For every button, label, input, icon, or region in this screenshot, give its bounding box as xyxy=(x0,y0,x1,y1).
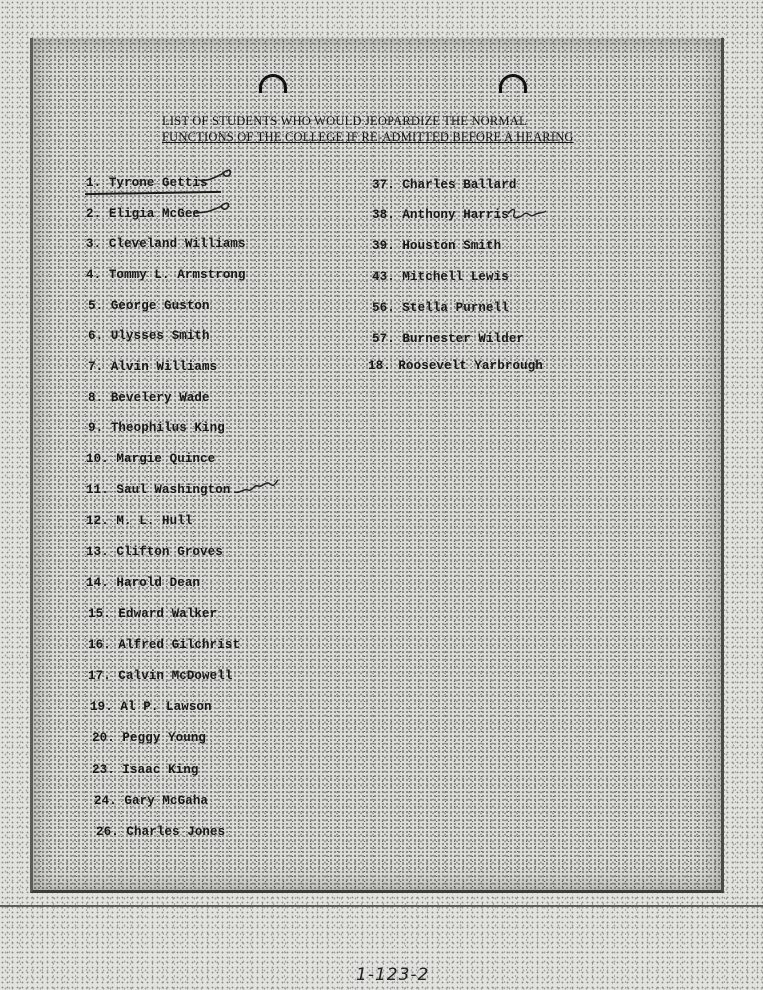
list-item xyxy=(86,237,246,251)
item-number: 17. xyxy=(88,669,111,683)
item-number: 37. xyxy=(372,178,395,192)
item-number: 12. xyxy=(86,514,109,528)
student-name: Al P. Lawson xyxy=(120,700,212,714)
item-number: 8. xyxy=(88,391,104,405)
student-name: Burnester Wilder xyxy=(402,332,525,346)
item-number: 11. xyxy=(86,483,109,497)
list-item xyxy=(372,332,524,346)
list-item xyxy=(90,700,212,714)
student-name: Harold Dean xyxy=(116,576,201,590)
student-name: Calvin McDowell xyxy=(118,669,233,683)
item-number: 24. xyxy=(94,794,117,808)
student-name: Tommy L. Armstrong xyxy=(108,268,246,282)
student-name: Theophilus King xyxy=(110,421,225,435)
list-item xyxy=(94,794,208,808)
student-name: Isaac King xyxy=(122,763,199,777)
student-name: Saul Washington xyxy=(116,483,231,497)
item-number: 14. xyxy=(86,576,109,590)
list-item xyxy=(92,763,198,777)
list-item xyxy=(88,299,210,313)
list-item xyxy=(86,514,192,528)
list-item xyxy=(372,270,509,284)
student-name: George Guston xyxy=(110,299,210,313)
item-number: 19. xyxy=(90,700,113,714)
student-name: Cleveland Williams xyxy=(108,237,246,251)
list-item xyxy=(88,329,210,343)
student-name: Eligia McGee xyxy=(108,207,201,221)
list-item xyxy=(86,207,200,221)
signature-scribble-icon xyxy=(506,204,550,226)
list-item xyxy=(88,669,232,683)
item-number: 7. xyxy=(88,360,104,374)
list-item xyxy=(372,301,509,315)
item-number: 2. xyxy=(86,207,102,221)
item-number: 3. xyxy=(86,237,102,251)
item-number: 5. xyxy=(88,299,104,313)
student-name: Alfred Gilchrist xyxy=(118,638,241,652)
handwritten-page-number: 1-123-2 xyxy=(356,965,430,985)
checkmark-scribble-icon xyxy=(194,198,234,222)
item-number: 9. xyxy=(88,421,104,435)
list-item xyxy=(96,825,225,839)
page-edge-divider xyxy=(0,905,763,907)
item-number: 20. xyxy=(92,731,115,745)
list-item xyxy=(372,178,516,192)
student-name: Roosevelt Yarbrough xyxy=(398,359,543,373)
item-number: 26. xyxy=(96,825,119,839)
student-name: M. L. Hull xyxy=(116,514,193,528)
student-name: Peggy Young xyxy=(122,731,207,745)
punch-hole-left-icon xyxy=(259,74,287,93)
list-item xyxy=(88,360,217,374)
list-item xyxy=(86,545,223,559)
list-item xyxy=(88,391,210,405)
item-number: 23. xyxy=(92,763,115,777)
list-item xyxy=(88,421,225,435)
signature-scribble-icon xyxy=(232,476,280,500)
list-item xyxy=(86,483,230,497)
list-item xyxy=(86,176,208,190)
item-number: 1. xyxy=(86,176,102,190)
student-name: Charles Jones xyxy=(126,825,226,839)
list-item xyxy=(372,239,501,253)
student-name: Margie Quince xyxy=(116,452,216,466)
item-number: 15. xyxy=(88,607,111,621)
item-number: 39. xyxy=(372,239,395,253)
list-item xyxy=(92,731,206,745)
item-number: 4. xyxy=(86,268,102,282)
student-name: Mitchell Lewis xyxy=(402,270,509,284)
item-number: 10. xyxy=(86,452,109,466)
list-item xyxy=(86,268,246,282)
document-title xyxy=(162,113,622,145)
item-number: 57. xyxy=(372,332,395,346)
item-number: 6. xyxy=(88,329,104,343)
item-number: 16. xyxy=(88,638,111,652)
student-name: Anthony Harris xyxy=(402,208,509,222)
item-number: 43. xyxy=(372,270,395,284)
punch-hole-right-icon xyxy=(499,74,527,93)
list-item xyxy=(368,359,543,373)
list-item xyxy=(86,576,200,590)
item-number: 56. xyxy=(372,301,395,315)
student-name: Tyrone Gettis xyxy=(108,176,208,190)
item-number: 13. xyxy=(86,545,109,559)
student-name: Gary McGaha xyxy=(124,794,209,808)
student-name: Alvin Williams xyxy=(110,360,218,374)
list-item xyxy=(88,607,217,621)
list-item xyxy=(86,452,215,466)
title-line-1: LIST OF STUDENTS WHO WOULD JEOPARDIZE THE NORMAL xyxy=(162,114,527,128)
checkmark-scribble-icon xyxy=(196,164,236,188)
student-name: Bevelery Wade xyxy=(110,391,210,405)
list-item xyxy=(372,208,509,222)
student-name: Ulysses Smith xyxy=(110,329,210,343)
student-name: Houston Smith xyxy=(402,239,502,253)
item-number: 18. xyxy=(368,359,391,373)
student-name: Charles Ballard xyxy=(402,178,517,192)
title-line-2: FUNCTIONS OF THE COLLEGE IF RE-ADMITTED BEFORE A HEARING xyxy=(162,130,574,144)
student-name: Stella Purnell xyxy=(402,301,509,315)
item-number: 38. xyxy=(372,208,395,222)
list-item xyxy=(88,638,240,652)
student-name: Clifton Groves xyxy=(116,545,223,559)
student-name: Edward Walker xyxy=(118,607,218,621)
